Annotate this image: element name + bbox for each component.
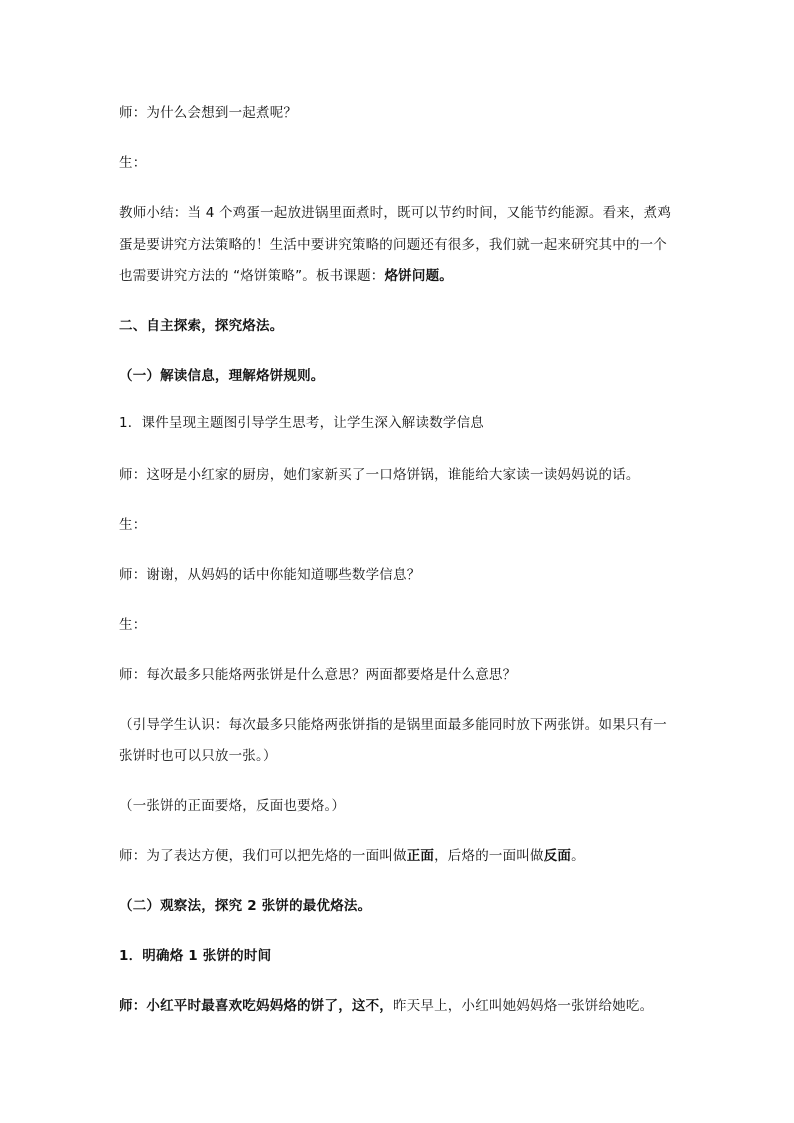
paragraph: 1．课件呈现主题图引导学生思考，让学生深入解读数学信息: [119, 415, 484, 431]
paragraph: 师：谢谢，从妈妈的话中你能知道哪些数学信息？: [119, 567, 421, 583]
paragraph-line: 张饼时也可以只放一张。）: [119, 748, 277, 764]
text-span-bold: 师：小红平时最喜欢吃妈妈烙的饼了，这不，: [119, 998, 393, 1014]
text-span: 也需要讲究方法的 “烙饼策略”。板书课题：: [119, 268, 385, 284]
text-span: 昨天早上，小红叫她妈妈烙一张饼给她吃。: [393, 998, 654, 1014]
text-span: 师：为了表达方便，我们可以把先烙的一面叫做: [119, 848, 407, 864]
subsection-heading: （二）观察法，探究 2 张饼的最优烙法。: [119, 898, 372, 914]
text-span: 。: [571, 848, 585, 864]
paragraph-line: 蛋是要讲究方法策略的！生活中要讲究策略的问题还有很多，我们就一起来研究其中的一个: [119, 237, 667, 253]
text-span: ，后烙的一面叫做: [434, 848, 544, 864]
subsection-heading: （一）解读信息，理解烙饼规则。: [119, 368, 325, 384]
step-heading: 1．明确烙 1 张饼的时间: [119, 948, 272, 964]
paragraph-line: [119, 267, 684, 285]
term-back: 反面: [543, 848, 572, 864]
paragraph: 生：: [119, 155, 147, 171]
paragraph: [119, 847, 684, 865]
paragraph: 师：每次最多只能烙两张饼是什么意思？两面都要烙是什么意思？: [119, 667, 517, 683]
lesson-title: 烙饼问题。: [384, 268, 453, 284]
paragraph: 生：: [119, 617, 147, 633]
paragraph-line: （引导学生认识：每次最多只能烙两张饼指的是锅里面最多能同时放下两张饼。如果只有一: [119, 717, 667, 733]
paragraph-line: 教师小结：当 4 个鸡蛋一起放进锅里面煮时，既可以节约时间，又能节约能源。看来，煮鸡: [119, 205, 672, 221]
paragraph: 师：为什么会想到一起煮呢？: [119, 105, 298, 121]
paragraph: （一张饼的正面要烙，反面也要烙。）: [119, 798, 346, 814]
term-front: 正面: [406, 848, 435, 864]
paragraph: [119, 997, 684, 1015]
section-heading: 二、自主探索，探究烙法。: [119, 318, 284, 334]
paragraph: 生：: [119, 517, 147, 533]
paragraph: 师：这呀是小红家的厨房，她们家新买了一口烙饼锅，谁能给大家读一读妈妈说的话。: [119, 467, 640, 483]
